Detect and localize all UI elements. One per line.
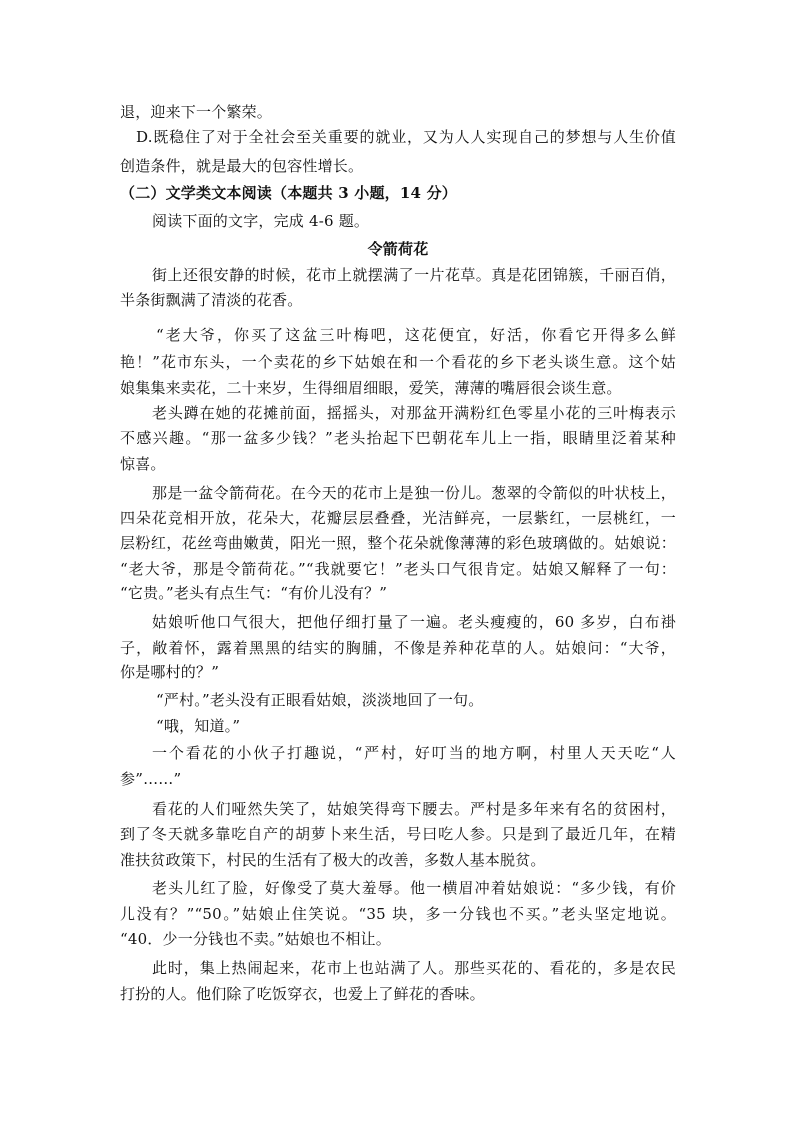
article-line: 街上还很安静的时候，花市上就摆满了一片花草。真是花团锦簇，千丽百俏， [152, 266, 676, 284]
article-line: “它贵。”老头有点生气：“有价儿没有？” [120, 584, 388, 602]
article-line: 儿没有？”“50。”姑娘止住笑说。“35 块，多一分钱也不买。”老头坚定地说。 [120, 905, 676, 923]
article-line: 到了冬天就多靠吃自产的胡萝卜来生活，号曰吃人参。只是到了最近几年，在精 [120, 825, 676, 843]
reading-instruction: 阅读下面的文字，完成 4-6 题。 [152, 212, 370, 230]
option-d-line-1: D.既稳住了对于全社会至关重要的就业，又为人人实现自己的梦想与人生价值 [136, 128, 676, 146]
article-line: 姑娘听他口气很大，把他仔细打量了一遍。老头瘦瘦的，60 多岁，白布褂 [152, 613, 676, 631]
article-line: 娘集集来卖花，二十来岁，生得细眉细眼，爱笑，薄薄的嘴唇很会谈生意。 [120, 379, 622, 397]
article-line: “严村。”老头没有正眼看姑娘，淡淡地回了一句。 [156, 691, 484, 709]
article-line: 准扶贫政策下，村民的生活有了极大的改善，多数人基本脱贫。 [120, 851, 546, 869]
section-heading: （二）文学类文本阅读（本题共 3 小题，14 分） [120, 184, 457, 202]
article-line: 不感兴趣。“那一盆多少钱？”老头抬起下巴朝花车儿上一指，眼睛里泛着某种 [120, 429, 676, 447]
article-line: 此时，集上热闹起来，花市上也站满了人。那些买花的、看花的，多是农民 [152, 959, 676, 977]
article-line: “老大爷，那是令箭荷花。”“我就要它！”老头口气很肯定。姑娘又解释了一句： [120, 560, 676, 578]
article-line: 看花的人们哑然失笑了，姑娘笑得弯下腰去。严村是多年来有名的贫困村， [152, 800, 676, 818]
option-d-line-2: 创造条件，就是最大的包容性增长。 [120, 157, 364, 175]
article-line: 打扮的人。他们除了吃饭穿衣，也爱上了鲜花的香味。 [120, 985, 485, 1003]
article-line: 老头儿红了脸，好像受了莫大羞辱。他一横眉冲着姑娘说：“多少钱，有价 [152, 879, 676, 897]
article-line: 层粉红，花丝弯曲嫩黄，阳光一照，整个花朵就像薄薄的彩色玻璃做的。姑娘说： [120, 534, 676, 552]
article-line: 老头蹲在她的花摊前面，摇摇头，对那盆开满粉红色零星小花的三叶梅表示 [152, 404, 676, 422]
article-line: 参”……” [120, 770, 182, 788]
article-line: 艳！”花市东头，一个卖花的乡下姑娘在和一个看花的乡下老头谈生意。这个姑 [120, 353, 676, 371]
option-c-continuation: 退，迎来下一个繁荣。 [120, 103, 273, 121]
article-line: “40．少一分钱也不卖。”姑娘也不相让。 [120, 930, 391, 948]
article-line: “老大爷，你买了这盆三叶梅吧，这花便宜，好活，你看它开得多么鲜 [156, 326, 676, 344]
article-line: 惊喜。 [120, 455, 166, 473]
article-line: “哦，知道。” [156, 717, 241, 735]
article-line: 半条街飘满了清淡的花香。 [120, 291, 303, 309]
article-line: 子，敞着怀，露着黑黑的结实的胸脯，不像是养种花草的人。姑娘问：“大爷， [120, 639, 676, 657]
article-title: 令箭荷花 [367, 240, 429, 258]
article-line: 一个看花的小伙子打趣说，“严村，好叮当的地方啊，村里人天天吃“人 [152, 744, 676, 762]
article-line: 你是哪村的？” [120, 663, 220, 681]
article-line: 四朵花竞相开放，花朵大，花瓣层层叠叠，光洁鲜亮，一层紫红，一层桃红，一 [120, 509, 676, 527]
article-line: 那是一盆令箭荷花。在今天的花市上是独一份儿。葱翠的令箭似的叶状枝上， [152, 484, 676, 502]
